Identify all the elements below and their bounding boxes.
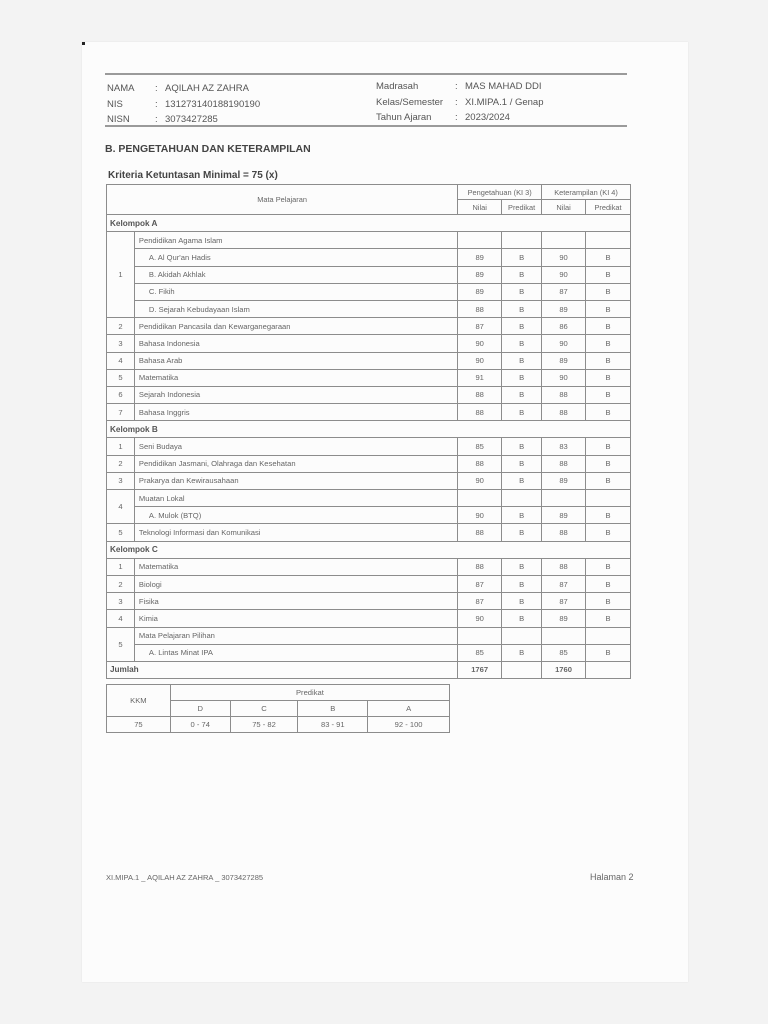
- total-ki3-empty: [502, 661, 542, 678]
- kkm-label: KKM: [107, 685, 171, 717]
- grades-table-body: [107, 215, 631, 679]
- ki4-nilai: 89: [542, 507, 586, 524]
- ki3-nilai: 90: [458, 335, 502, 352]
- subject-name: Kimia: [134, 610, 457, 627]
- ki3-predikat: B: [502, 352, 542, 369]
- row-number: 7: [107, 404, 135, 421]
- ki3-predikat: B: [502, 610, 542, 627]
- row-number: 6: [107, 386, 135, 403]
- ki3-predikat: B: [502, 575, 542, 592]
- nama-value: AQILAH AZ ZAHRA: [165, 83, 249, 94]
- table-row: [107, 249, 631, 266]
- row-number: 5: [107, 524, 135, 541]
- subject-name: Teknologi Informasi dan Komunikasi: [134, 524, 457, 541]
- ki4-nilai: 90: [542, 335, 586, 352]
- ki3-predikat: [502, 490, 542, 507]
- row-number: 4: [107, 610, 135, 627]
- table-row: [107, 300, 631, 317]
- ki3-header: Pengetahuan (KI 3): [458, 185, 542, 200]
- footer-student-ref: XI.MIPA.1 _ AQILAH AZ ZAHRA _ 3073427285: [106, 873, 264, 882]
- ki4-nilai: 88: [542, 404, 586, 421]
- ki3-nilai-header: Nilai: [458, 200, 502, 215]
- table-row: [107, 318, 631, 335]
- ki4-nilai: 85: [542, 644, 586, 661]
- subject-name: Matematika: [134, 558, 457, 575]
- ki3-nilai: 90: [458, 352, 502, 369]
- ki4-nilai: 89: [542, 352, 586, 369]
- ki3-nilai: 90: [458, 472, 502, 489]
- madrasah-value: MAS MAHAD DDI: [465, 81, 542, 92]
- ki3-predikat: B: [502, 335, 542, 352]
- ki3-predikat: B: [502, 438, 542, 455]
- grades-table-head: [107, 185, 631, 215]
- nisn-sep: :: [155, 114, 158, 125]
- ki4-nilai: 90: [542, 249, 586, 266]
- kkm-table: [106, 684, 450, 733]
- ki3-predikat: B: [502, 300, 542, 317]
- ki3-nilai: [458, 627, 502, 644]
- ki3-predikat: B: [502, 369, 542, 386]
- kelas-value: XI.MIPA.1 / Genap: [465, 97, 544, 108]
- ki4-nilai: 89: [542, 300, 586, 317]
- ki3-nilai: 87: [458, 318, 502, 335]
- madrasah-label: Madrasah: [376, 81, 419, 92]
- ki3-nilai: 88: [458, 404, 502, 421]
- ki4-nilai-header: Nilai: [542, 200, 586, 215]
- ki3-nilai: 89: [458, 249, 502, 266]
- ki4-predikat: B: [586, 644, 631, 661]
- ki4-predikat-header: Predikat: [586, 200, 631, 215]
- ki4-nilai: 87: [542, 593, 586, 610]
- ki3-predikat: B: [502, 455, 542, 472]
- row-number: 4: [107, 490, 135, 524]
- ki4-nilai: 87: [542, 283, 586, 300]
- row-number: 4: [107, 352, 135, 369]
- ki3-nilai: 87: [458, 575, 502, 592]
- ki4-header: Keterampilan (KI 4): [542, 185, 631, 200]
- subject-name: A. Mulok (BTQ): [134, 507, 457, 524]
- ki4-predikat: B: [586, 283, 631, 300]
- range-c: 75 - 82: [230, 717, 298, 733]
- table-row: [107, 386, 631, 403]
- table-row: [107, 438, 631, 455]
- nama-label: NAMA: [107, 83, 135, 94]
- ki4-predikat: B: [586, 249, 631, 266]
- subject-name: Bahasa Arab: [134, 352, 457, 369]
- ki4-nilai: [542, 627, 586, 644]
- page-number: Halaman 2: [590, 872, 634, 882]
- subject-name: Pendidikan Agama Islam: [134, 232, 457, 249]
- table-row: [107, 627, 631, 644]
- ki4-predikat: B: [586, 524, 631, 541]
- subject-name: A. Lintas Minat IPA: [134, 644, 457, 661]
- subject-name: Matematika: [134, 369, 457, 386]
- ki4-predikat: B: [586, 318, 631, 335]
- grade-d: D: [170, 701, 230, 717]
- ki3-nilai: 85: [458, 438, 502, 455]
- ki3-predikat: B: [502, 558, 542, 575]
- ki4-predikat: [586, 627, 631, 644]
- kkm-value: 75: [107, 717, 171, 733]
- range-b: 83 - 91: [298, 717, 368, 733]
- ki4-nilai: 88: [542, 455, 586, 472]
- ki3-predikat: B: [502, 472, 542, 489]
- ki3-predikat: B: [502, 318, 542, 335]
- subject-name: Prakarya dan Kewirausahaan: [134, 472, 457, 489]
- ki4-nilai: 88: [542, 386, 586, 403]
- row-number: 5: [107, 627, 135, 661]
- table-row: [107, 472, 631, 489]
- ki4-nilai: 90: [542, 369, 586, 386]
- ki4-predikat: B: [586, 455, 631, 472]
- subject-name: Fisika: [134, 593, 457, 610]
- nisn-value: 3073427285: [165, 114, 218, 125]
- ki4-predikat: B: [586, 300, 631, 317]
- tahun-sep: :: [455, 112, 458, 123]
- subject-header: Mata Pelajaran: [107, 185, 458, 215]
- subject-name: Pendidikan Pancasila dan Kewarganegaraan: [134, 318, 457, 335]
- grade-c: C: [230, 701, 298, 717]
- subject-name: Mata Pelajaran Pilihan: [134, 627, 457, 644]
- ki3-nilai: 85: [458, 644, 502, 661]
- nis-value: 131273140188190190: [165, 99, 261, 110]
- table-row: [107, 575, 631, 592]
- ki3-predikat-header: Predikat: [502, 200, 542, 215]
- subject-name: Pendidikan Jasmani, Olahraga dan Kesehatan: [134, 455, 457, 472]
- ki4-predikat: [586, 232, 631, 249]
- ki4-predikat: B: [586, 507, 631, 524]
- header-top-rule: [105, 73, 627, 75]
- ki4-predikat: [586, 490, 631, 507]
- ki4-nilai: 86: [542, 318, 586, 335]
- ki3-predikat: [502, 627, 542, 644]
- ki4-predikat: B: [586, 593, 631, 610]
- row-number: 2: [107, 455, 135, 472]
- ki3-nilai: 90: [458, 507, 502, 524]
- subject-name: A. Al Qur'an Hadis: [134, 249, 457, 266]
- table-row: [107, 266, 631, 283]
- ki4-predikat: B: [586, 369, 631, 386]
- ki3-predikat: B: [502, 524, 542, 541]
- group-row: [107, 215, 631, 232]
- grades-table: [106, 184, 631, 679]
- section-title: B. PENGETAHUAN DAN KETERAMPILAN: [105, 143, 311, 155]
- ki4-predikat: B: [586, 352, 631, 369]
- ki3-predikat: B: [502, 266, 542, 283]
- ki3-nilai: 89: [458, 283, 502, 300]
- row-number: 3: [107, 335, 135, 352]
- subject-name: C. Fikih: [134, 283, 457, 300]
- grade-b: B: [298, 701, 368, 717]
- ki4-nilai: 87: [542, 575, 586, 592]
- row-number: 2: [107, 575, 135, 592]
- ki3-nilai: 88: [458, 524, 502, 541]
- row-number: 5: [107, 369, 135, 386]
- table-row: [107, 558, 631, 575]
- ki3-nilai: 89: [458, 266, 502, 283]
- group-name: Kelompok C: [107, 541, 631, 558]
- table-row: [107, 610, 631, 627]
- table-row: [107, 490, 631, 507]
- ki4-nilai: [542, 232, 586, 249]
- ki4-predikat: B: [586, 335, 631, 352]
- subject-name: Biologi: [134, 575, 457, 592]
- ki3-predikat: [502, 232, 542, 249]
- ki3-nilai: 88: [458, 386, 502, 403]
- header-bottom-rule: [105, 125, 627, 127]
- nisn-label: NISN: [107, 114, 130, 125]
- row-number: 3: [107, 593, 135, 610]
- ki4-predikat: B: [586, 558, 631, 575]
- subject-name: Seni Budaya: [134, 438, 457, 455]
- ki4-predikat: B: [586, 575, 631, 592]
- ki3-predikat: B: [502, 507, 542, 524]
- row-number: 1: [107, 232, 135, 318]
- ki4-predikat: B: [586, 404, 631, 421]
- ki4-nilai: [542, 490, 586, 507]
- subject-name: B. Akidah Akhlak: [134, 266, 457, 283]
- scan-mark: [82, 42, 85, 45]
- total-ki4-empty: [586, 661, 631, 678]
- row-number: 1: [107, 558, 135, 575]
- ki3-predikat: B: [502, 593, 542, 610]
- table-row: [107, 335, 631, 352]
- kelas-sep: :: [455, 97, 458, 108]
- ki4-nilai: 88: [542, 524, 586, 541]
- group-row: [107, 421, 631, 438]
- ki4-nilai: 83: [542, 438, 586, 455]
- nis-sep: :: [155, 99, 158, 110]
- tahun-label: Tahun Ajaran: [376, 112, 432, 123]
- ki4-nilai: 89: [542, 610, 586, 627]
- ki4-nilai: 89: [542, 472, 586, 489]
- ki3-nilai: [458, 232, 502, 249]
- table-row: [107, 644, 631, 661]
- nama-sep: :: [155, 83, 158, 94]
- tahun-value: 2023/2024: [465, 112, 510, 123]
- table-row: [107, 404, 631, 421]
- table-row: [107, 232, 631, 249]
- ki4-predikat: B: [586, 386, 631, 403]
- ki4-nilai: 90: [542, 266, 586, 283]
- row-number: 1: [107, 438, 135, 455]
- ki3-nilai: 87: [458, 593, 502, 610]
- ki4-predikat: B: [586, 610, 631, 627]
- predikat-label: Predikat: [170, 685, 449, 701]
- total-label: Jumlah: [107, 661, 458, 678]
- range-a: 92 - 100: [368, 717, 450, 733]
- ki3-predikat: B: [502, 249, 542, 266]
- ki3-nilai: 88: [458, 300, 502, 317]
- total-ki3: 1767: [458, 661, 502, 678]
- ki3-nilai: 88: [458, 455, 502, 472]
- table-row: [107, 593, 631, 610]
- total-ki4: 1760: [542, 661, 586, 678]
- ki3-nilai: 91: [458, 369, 502, 386]
- table-row: [107, 524, 631, 541]
- group-row: [107, 541, 631, 558]
- group-name: Kelompok B: [107, 421, 631, 438]
- table-row: [107, 283, 631, 300]
- ki3-nilai: [458, 490, 502, 507]
- total-row: [107, 661, 631, 678]
- row-number: 2: [107, 318, 135, 335]
- ki4-predikat: B: [586, 438, 631, 455]
- ki3-nilai: 88: [458, 558, 502, 575]
- subject-name: Muatan Lokal: [134, 490, 457, 507]
- ki4-predikat: B: [586, 266, 631, 283]
- row-number: 3: [107, 472, 135, 489]
- subject-name: Sejarah Indonesia: [134, 386, 457, 403]
- ki4-predikat: B: [586, 472, 631, 489]
- range-d: 0 - 74: [170, 717, 230, 733]
- table-row: [107, 455, 631, 472]
- ki3-predikat: B: [502, 283, 542, 300]
- subject-name: Bahasa Indonesia: [134, 335, 457, 352]
- kelas-label: Kelas/Semester: [376, 97, 444, 108]
- subject-name: Bahasa Inggris: [134, 404, 457, 421]
- grade-a: A: [368, 701, 450, 717]
- table-row: [107, 352, 631, 369]
- group-name: Kelompok A: [107, 215, 631, 232]
- ki4-nilai: 88: [542, 558, 586, 575]
- table-row: [107, 507, 631, 524]
- subject-name: D. Sejarah Kebudayaan Islam: [134, 300, 457, 317]
- kkm-heading: Kriteria Ketuntasan Minimal = 75 (x): [108, 170, 278, 181]
- ki3-nilai: 90: [458, 610, 502, 627]
- nis-label: NIS: [107, 99, 123, 110]
- ki3-predikat: B: [502, 644, 542, 661]
- table-row: [107, 369, 631, 386]
- ki3-predikat: B: [502, 404, 542, 421]
- ki3-predikat: B: [502, 386, 542, 403]
- madrasah-sep: :: [455, 81, 458, 92]
